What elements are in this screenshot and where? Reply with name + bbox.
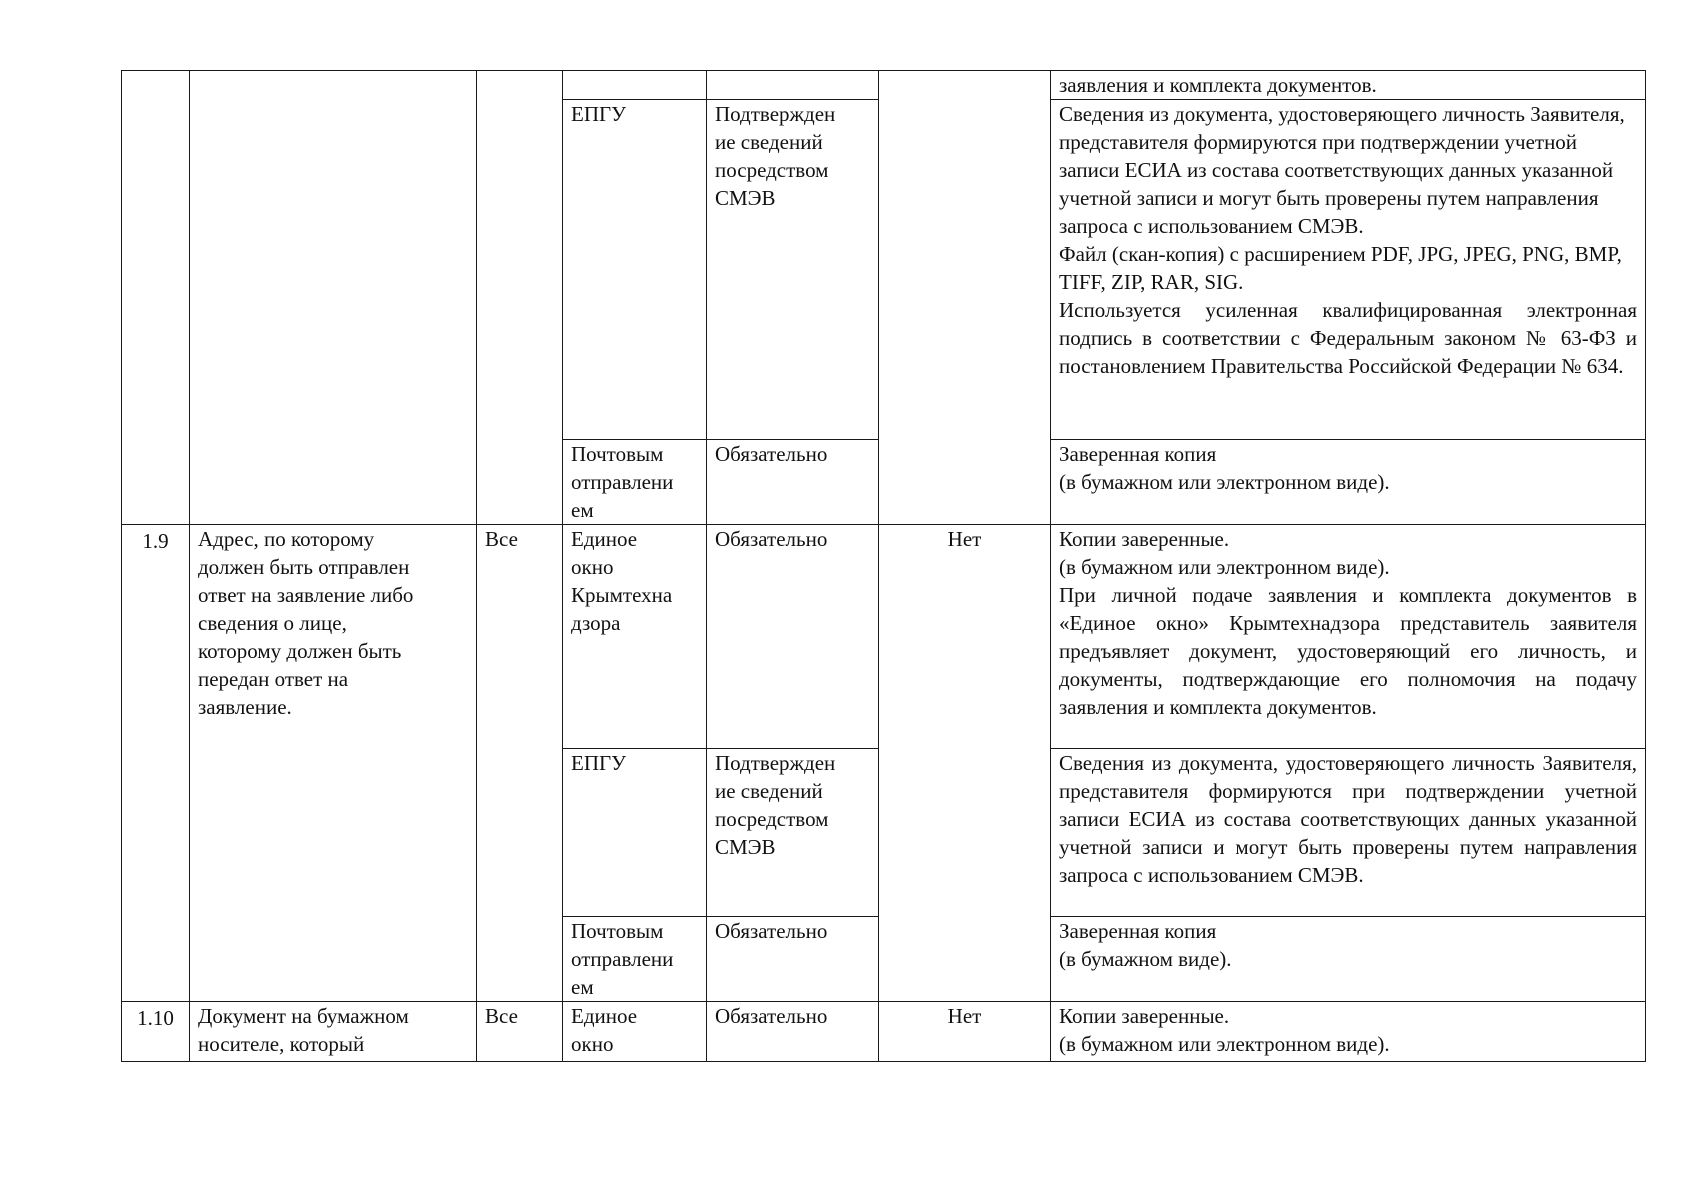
details-text: Копии заверенные. (в бумажном или электронном виде). bbox=[1059, 1004, 1390, 1056]
cell-channel-empty bbox=[563, 71, 707, 100]
cell-channel bbox=[563, 1002, 707, 1062]
details-text: Сведения из документа, удостоверяющего личность Заявителя, представителя формируются при подтверждении учетной записи ЕСИА из состава соответствующих данных указанной учетной записи и могут быть проверены путем направления запроса с использованием СМЭВ. bbox=[1059, 102, 1625, 238]
requirement-text: Обязательно bbox=[715, 442, 828, 466]
cell-channel bbox=[563, 525, 707, 749]
cell-name bbox=[190, 525, 477, 1002]
cell-refusal bbox=[879, 1002, 1051, 1062]
cell-channel bbox=[563, 749, 707, 917]
document-name: Адрес, по которому должен быть отправлен ответ на заявление либо сведения о лице, которому должен быть передан ответ на заявление. bbox=[198, 527, 414, 719]
cell-requirement bbox=[707, 1002, 879, 1062]
cell-details bbox=[1051, 917, 1646, 1002]
cell-requirement-empty bbox=[707, 71, 879, 100]
cell-requirement bbox=[707, 440, 879, 525]
cell-num-empty bbox=[122, 71, 190, 525]
table-row bbox=[122, 71, 1646, 100]
requirement-text: Подтвержден ие сведений посредством СМЭВ bbox=[715, 102, 836, 210]
channel-text: Почтовым отправлени ем bbox=[571, 442, 674, 522]
cell-applicants-empty bbox=[477, 71, 563, 525]
cell-refusal-empty bbox=[879, 71, 1051, 525]
cell-name bbox=[190, 1002, 477, 1062]
cell-details bbox=[1051, 1002, 1646, 1062]
details-text: Сведения из документа, удостоверяющего личность Заявителя, представителя формируются при подтверждении учетной записи ЕСИА из состава соответствующих данных указанной учетной записи и могут быть проверены путем направления запроса с использованием СМЭВ. bbox=[1059, 751, 1637, 887]
cell-details bbox=[1051, 749, 1646, 917]
details-personal-text: При личной подаче заявления и комплекта документов в «Единое окно» Крымтехнадзора представитель заявителя предъявляет документ, удостоверяющий его личность, и документы, подтверждающие его полномочия на подачу заявления и комплекта документов. bbox=[1059, 583, 1637, 719]
cell-requirement bbox=[707, 100, 879, 440]
applicants-text: Все bbox=[485, 527, 518, 551]
cell-details bbox=[1051, 71, 1646, 100]
refusal-text: Нет bbox=[947, 527, 982, 551]
cell-details bbox=[1051, 100, 1646, 440]
document-name: Документ на бумажном носителе, который bbox=[198, 1004, 409, 1056]
cell-applicants bbox=[477, 525, 563, 1002]
cell-requirement bbox=[707, 749, 879, 917]
cell-details bbox=[1051, 525, 1646, 749]
row-number: 1.10 bbox=[137, 1006, 174, 1030]
requirement-text: Подтвержден ие сведений посредством СМЭВ bbox=[715, 751, 836, 859]
cell-channel bbox=[563, 440, 707, 525]
table-row bbox=[122, 525, 1646, 749]
channel-text: Единое окно Крымтехна дзора bbox=[571, 527, 673, 635]
cell-channel bbox=[563, 917, 707, 1002]
applicants-text: Все bbox=[485, 1004, 518, 1028]
table-row bbox=[122, 1002, 1646, 1062]
channel-text: ЕПГУ bbox=[571, 102, 627, 126]
details-text: заявления и комплекта документов. bbox=[1059, 73, 1377, 97]
cell-channel bbox=[563, 100, 707, 440]
refusal-text: Нет bbox=[947, 1004, 982, 1028]
requirement-text: Обязательно bbox=[715, 919, 828, 943]
channel-text: ЕПГУ bbox=[571, 751, 627, 775]
requirement-text: Обязательно bbox=[715, 527, 828, 551]
channel-text: Почтовым отправлени ем bbox=[571, 919, 674, 999]
cell-details bbox=[1051, 440, 1646, 525]
details-file-text: Файл (скан-копия) с расширением PDF, JPG, JPEG, PNG, BMP, TIFF, ZIP, RAR, SIG. bbox=[1059, 242, 1622, 294]
requirement-text: Обязательно bbox=[715, 1004, 828, 1028]
details-text: Заверенная копия (в бумажном виде). bbox=[1059, 919, 1232, 971]
cell-num bbox=[122, 1002, 190, 1062]
cell-refusal bbox=[879, 525, 1051, 1002]
details-signature-text: Используется усиленная квалифицированная электронная подпись в соответствии с Федеральным законом № 63-ФЗ и постановлением Правительства Российской Федерации № 634. bbox=[1059, 298, 1637, 378]
details-text: Заверенная копия (в бумажном или электронном виде). bbox=[1059, 442, 1390, 494]
details-text: Копии заверенные. (в бумажном или электронном виде). bbox=[1059, 527, 1390, 579]
cell-name-empty bbox=[190, 71, 477, 525]
cell-requirement bbox=[707, 525, 879, 749]
channel-text: Единое окно bbox=[571, 1004, 638, 1056]
cell-requirement bbox=[707, 917, 879, 1002]
row-number: 1.9 bbox=[142, 529, 169, 553]
cell-num bbox=[122, 525, 190, 1002]
documents-table bbox=[121, 70, 1646, 1062]
cell-applicants bbox=[477, 1002, 563, 1062]
